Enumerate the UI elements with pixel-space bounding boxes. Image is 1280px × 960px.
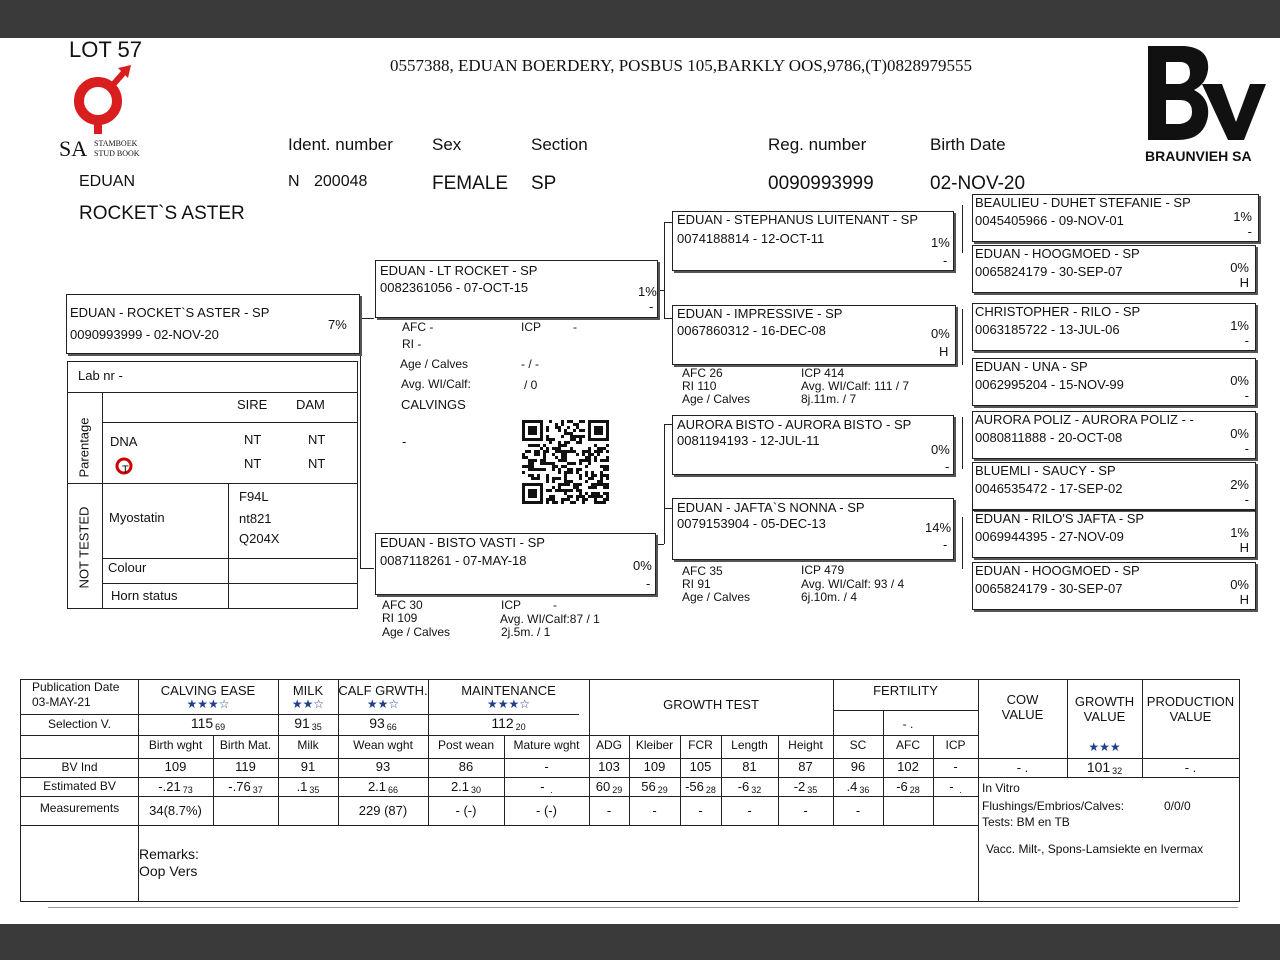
meas-label: Measurements bbox=[39, 801, 120, 815]
column-header: FCR bbox=[688, 738, 713, 752]
ebv-cell: -.76 $_{37}$ bbox=[228, 779, 263, 795]
not-tested-label: NOT TESTED bbox=[76, 506, 92, 589]
sel-fert: - . bbox=[902, 717, 914, 731]
bv-cell: 87 bbox=[798, 759, 813, 774]
gp-reg-date: 0079153904 - 05-DEC-13 bbox=[677, 516, 826, 531]
ebv-cell: 2.1 $_{30}$ bbox=[450, 779, 482, 795]
ebv-cell: - $_.$ bbox=[540, 779, 553, 795]
gd2-ri: RI 91 bbox=[682, 577, 711, 591]
measurement-cell: - bbox=[855, 803, 861, 818]
ggp-pct: 2% bbox=[1230, 477, 1249, 492]
animal-prefix: EDUAN bbox=[79, 173, 136, 190]
sa-line1: STAMBOEK bbox=[94, 139, 138, 148]
ggp-pct: 0% bbox=[1230, 260, 1249, 275]
svg-text:T: T bbox=[122, 464, 129, 476]
column-header: Birth wght bbox=[148, 738, 203, 752]
bv-cell: 96 bbox=[850, 759, 866, 774]
sex-value: FEMALE bbox=[432, 173, 509, 194]
measurement-cell: - bbox=[698, 803, 703, 818]
connector bbox=[360, 318, 374, 319]
ggp-reg-date: 0062995204 - 15-NOV-99 bbox=[975, 377, 1124, 392]
fertility-header: FERTILITY bbox=[873, 683, 938, 698]
ggp-reg-date: 0065824179 - 30-SEP-07 bbox=[975, 264, 1123, 279]
myo-2: nt821 bbox=[239, 511, 272, 526]
ggp-flag: - bbox=[1244, 333, 1249, 348]
dam-reg-date: 0087118261 - 07-MAY-18 bbox=[380, 553, 527, 568]
calf-growth-stars: ★★☆ bbox=[366, 697, 400, 711]
sel-milk: 91 $_{35}$ bbox=[294, 715, 322, 732]
ebv-cell: -6 $_{32}$ bbox=[737, 779, 762, 795]
vaccinations: Vacc. Milt-, Spons-Lamsiekte en Ivermax bbox=[986, 842, 1204, 856]
bv-cell: 119 bbox=[235, 759, 256, 774]
connector bbox=[664, 318, 672, 319]
measurement-cell: - bbox=[803, 803, 808, 818]
pub-date: 03-MAY-21 bbox=[32, 695, 91, 709]
column-header: Milk bbox=[297, 738, 319, 752]
myo-1: F94L bbox=[239, 489, 269, 504]
subject-name: EDUAN - ROCKET`S ASTER - SP bbox=[70, 305, 270, 320]
cow-value: - . bbox=[1016, 760, 1029, 775]
lot-number: LOT 57 bbox=[69, 37, 142, 62]
footer-rule bbox=[48, 907, 1238, 908]
pub-label: Publication Date bbox=[32, 680, 120, 694]
dam-col: DAM bbox=[296, 397, 325, 412]
growth-value: 101 $_{32}$ bbox=[1086, 759, 1123, 776]
granddam-2-card bbox=[672, 498, 954, 560]
milk-header: MILK bbox=[292, 683, 324, 698]
ebv-cell: .1 $_{35}$ bbox=[296, 779, 320, 795]
cow-value-header-2: VALUE bbox=[1001, 707, 1044, 722]
gp-reg-date: 0074188814 - 12-OCT-11 bbox=[677, 231, 825, 246]
braunvieh-text: BRAUNVIEH SA bbox=[1145, 148, 1252, 164]
ggp-name: AURORA POLIZ - AURORA POLIZ - - bbox=[975, 412, 1194, 427]
great-grandparent-card bbox=[972, 411, 1256, 459]
reg-number: 0090993999 bbox=[768, 173, 874, 194]
column-header: SC bbox=[849, 738, 867, 752]
dam-flag: - bbox=[646, 576, 651, 591]
column-header: Mature wght bbox=[513, 738, 580, 752]
parentage-label: Parentage bbox=[76, 417, 92, 478]
bv-cell: 102 bbox=[897, 759, 919, 774]
ggp-name: BLUEMLI - SAUCY - SP bbox=[975, 463, 1116, 478]
ebv-cell: -.21 $_{73}$ bbox=[158, 779, 193, 795]
dam-ri: RI 109 bbox=[382, 611, 418, 625]
growth-value-header-2: VALUE bbox=[1083, 709, 1126, 724]
gd2-age-label: Age / Calves bbox=[682, 590, 751, 604]
connector bbox=[658, 290, 664, 291]
sire-calvings-val: - bbox=[402, 434, 407, 449]
sel-ce: 115 $_{69}$ bbox=[190, 715, 226, 732]
column-header: Wean wght bbox=[353, 738, 413, 752]
gp-pct: 0% bbox=[931, 442, 950, 457]
bv-cell: 109 bbox=[164, 759, 187, 774]
sire-wi-label: Avg. WI/Calf: bbox=[401, 377, 471, 391]
flush-value: 0/0/0 bbox=[1164, 799, 1191, 813]
ebv-cell: 60 $_{29}$ bbox=[595, 779, 623, 795]
great-grandparent-card bbox=[972, 194, 1259, 242]
sire-wi: / 0 bbox=[524, 378, 538, 392]
bv-cell: 109 bbox=[643, 759, 666, 774]
colour-label: Colour bbox=[108, 560, 147, 575]
gd1-wi: Avg. WI/Calf: 111 / 7 bbox=[801, 379, 910, 393]
measurement-cell: 34(8.7%) bbox=[149, 803, 202, 818]
connector bbox=[664, 222, 672, 223]
ggp-flag: - bbox=[1244, 441, 1249, 456]
myo-3: Q204X bbox=[239, 531, 280, 546]
gp-name: EDUAN - STEPHANUS LUITENANT - SP bbox=[677, 212, 919, 227]
column-header: AFC bbox=[896, 738, 920, 752]
ebv-cell: - $_.$ bbox=[949, 779, 962, 795]
bv-cell: - bbox=[544, 759, 549, 774]
lab-panel bbox=[67, 361, 358, 609]
ident-label: Ident. number bbox=[288, 135, 393, 154]
connector bbox=[962, 517, 963, 569]
gp-reg-date: 0067860312 - 16-DEC-08 bbox=[677, 323, 826, 338]
dam-pct: 0% bbox=[633, 558, 652, 573]
top-bar bbox=[0, 0, 1280, 38]
ggp-reg-date: 0045405966 - 09-NOV-01 bbox=[975, 213, 1124, 228]
gp-pct: 14% bbox=[925, 520, 952, 535]
connector bbox=[360, 568, 374, 569]
gd1-age: 8j.11m. / 7 bbox=[801, 392, 857, 406]
measurement-cell: - bbox=[747, 803, 752, 818]
ggp-name: EDUAN - HOOGMOED - SP bbox=[975, 246, 1140, 261]
ggp-flag: H bbox=[1239, 592, 1249, 607]
ggp-name: BEAULIEU - DUHET STEFANIE - SP bbox=[975, 195, 1191, 210]
gp-flag: - bbox=[943, 537, 948, 552]
tests: Tests: BM en TB bbox=[982, 815, 1070, 829]
great-grandparent-card bbox=[972, 358, 1256, 406]
section-label: Section bbox=[531, 135, 588, 154]
cow-value-header: COW bbox=[1006, 692, 1039, 707]
horn-label: Horn status bbox=[111, 588, 178, 603]
great-grandparent-card bbox=[972, 510, 1256, 558]
ebv-cell: -6 $_{28}$ bbox=[896, 779, 920, 795]
gp-name: EDUAN - JAFTA`S NONNA - SP bbox=[677, 500, 865, 515]
sire-age: - / - bbox=[521, 357, 539, 371]
sire-col: SIRE bbox=[237, 397, 268, 412]
dna-label: DNA bbox=[110, 434, 138, 449]
bv-cell: 103 bbox=[598, 759, 620, 774]
dam-card bbox=[375, 533, 656, 595]
connector bbox=[962, 309, 963, 365]
growth-test-header: GROWTH TEST bbox=[663, 697, 759, 712]
in-vitro: In Vitro bbox=[982, 781, 1020, 795]
bottom-bar bbox=[0, 924, 1280, 960]
subject-card bbox=[66, 294, 360, 354]
great-grandparent-card bbox=[972, 462, 1256, 510]
ggp-reg-date: 0080811888 - 20-OCT-08 bbox=[975, 430, 1123, 445]
connector bbox=[658, 544, 664, 545]
ggp-pct: 0% bbox=[1230, 373, 1249, 388]
ggp-name: EDUAN - HOOGMOED - SP bbox=[975, 563, 1140, 578]
braunvieh-logo bbox=[1144, 44, 1268, 164]
measurement-cell: - bbox=[652, 803, 657, 818]
sel-cg: 93 $_{66}$ bbox=[369, 715, 397, 732]
sa-initials: SA bbox=[59, 136, 88, 161]
ggp-name: EDUAN - UNA - SP bbox=[975, 359, 1088, 374]
gd1-age-label: Age / Calves bbox=[682, 392, 751, 406]
column-header: Kleiber bbox=[635, 738, 674, 752]
ebv-cell: -56 $_{28}$ bbox=[685, 779, 716, 795]
ident-number: 200048 bbox=[314, 173, 368, 190]
column-header: Height bbox=[788, 738, 823, 752]
ggp-pct: 0% bbox=[1230, 577, 1249, 592]
sa-studbook-logo bbox=[58, 62, 154, 162]
sire-card bbox=[375, 260, 658, 318]
dam-afc: AFC 30 bbox=[382, 598, 423, 612]
birth-date: 02-NOV-20 bbox=[930, 173, 1026, 194]
birth-label: Birth Date bbox=[930, 135, 1006, 154]
production-value-header: PRODUCTION bbox=[1146, 694, 1235, 709]
bv-table bbox=[20, 679, 1240, 902]
growth-value-stars: ★★★ bbox=[1088, 740, 1121, 754]
production-value: - . bbox=[1184, 760, 1197, 775]
gd2-afc: AFC 35 bbox=[682, 564, 723, 578]
ggp-name: CHRISTOPHER - RILO - SP bbox=[975, 304, 1141, 319]
owner-line: 0557388, EDUAN BOERDERY, POSBUS 105,BARKLY OOS,9786,(T)0828979555 bbox=[390, 56, 973, 75]
gp-flag: - bbox=[943, 253, 948, 268]
bv-cell: 86 bbox=[458, 759, 474, 774]
bv-cell: 91 bbox=[300, 759, 316, 774]
ggp-flag: H bbox=[1239, 540, 1249, 555]
gd2-age: 6j.10m. / 4 bbox=[801, 590, 858, 604]
ebv-cell: 56 $_{29}$ bbox=[641, 779, 668, 795]
measurement-cell: - (-) bbox=[536, 803, 557, 818]
dam-age: 2j.5m. / 1 bbox=[501, 625, 551, 639]
gp-pct: 1% bbox=[931, 235, 950, 250]
great-grandparent-card bbox=[972, 303, 1256, 351]
gd2-icp: ICP 479 bbox=[801, 563, 845, 577]
sire-icp: - bbox=[573, 320, 577, 334]
great-grandparent-card bbox=[972, 245, 1256, 293]
dam-age-label: Age / Calves bbox=[382, 625, 451, 639]
gp-name: EDUAN - IMPRESSIVE - SP bbox=[677, 306, 843, 321]
ggp-flag: - bbox=[1247, 224, 1252, 239]
dam-wi: Avg. WI/Calf:87 / 1 bbox=[500, 612, 600, 626]
ebv-label: Estimated BV bbox=[43, 779, 116, 793]
subject-pct: 7% bbox=[328, 317, 347, 332]
grandsire-2-card bbox=[672, 415, 954, 475]
sire-afc: AFC - bbox=[402, 320, 434, 334]
growth-value-header: GROWTH bbox=[1074, 694, 1135, 709]
ebv-cell: 2.1 $_{66}$ bbox=[367, 779, 399, 795]
section-value: SP bbox=[531, 173, 557, 194]
selection-label: Selection V. bbox=[48, 717, 111, 731]
sa-line2: STUD BOOK bbox=[94, 149, 140, 158]
sire-age-label: Age / Calves bbox=[400, 357, 469, 371]
ggp-reg-date: 0063185722 - 13-JUL-06 bbox=[975, 322, 1120, 337]
calving-ease-stars: ★★★☆ bbox=[186, 697, 230, 711]
column-header: Length bbox=[731, 738, 768, 752]
myostatin-label: Myostatin bbox=[109, 510, 165, 525]
calf-growth-header: CALF GRWTH. bbox=[338, 683, 428, 698]
granddam-1-card bbox=[672, 305, 956, 365]
connector bbox=[664, 508, 672, 509]
remarks: Oop Vers bbox=[139, 863, 198, 879]
production-value-header-2: VALUE bbox=[1169, 709, 1212, 724]
sire-calvings: CALVINGS bbox=[401, 397, 466, 412]
measurement-cell: - (-) bbox=[455, 803, 477, 818]
ggp-pct: 1% bbox=[1230, 525, 1249, 540]
bv-cell: 105 bbox=[689, 759, 712, 774]
ggp-pct: 1% bbox=[1230, 318, 1249, 333]
bv-label: BV Ind bbox=[61, 760, 98, 774]
ggp-flag: - bbox=[1244, 492, 1249, 507]
calving-ease-header: CALVING EASE bbox=[160, 683, 256, 698]
remarks-label: Remarks: bbox=[139, 846, 199, 862]
dna-dam: NT bbox=[308, 432, 326, 447]
ggp-flag: - bbox=[1244, 388, 1249, 403]
qr-code bbox=[522, 420, 610, 504]
ggp-reg-date: 0046535472 - 17-SEP-02 bbox=[975, 481, 1123, 496]
dam-icp: - bbox=[553, 598, 557, 612]
ggp-name: EDUAN - RILO'S JAFTA - SP bbox=[975, 511, 1145, 526]
dam-name: EDUAN - BISTO VASTI - SP bbox=[380, 535, 545, 550]
sex-label: Sex bbox=[432, 135, 462, 154]
sire-icp-label: ICP bbox=[521, 320, 542, 334]
gt-icon bbox=[114, 456, 136, 476]
dam-icp-label: ICP bbox=[501, 598, 522, 612]
milk-stars: ★★☆ bbox=[291, 697, 325, 711]
column-header: ADG bbox=[595, 738, 622, 752]
ebv-cell: -2 $_{35}$ bbox=[793, 779, 818, 795]
gp-pct: 0% bbox=[931, 326, 950, 341]
sire-name: EDUAN - LT ROCKET - SP bbox=[380, 263, 538, 278]
ident-prefix: N bbox=[288, 173, 300, 190]
column-header: Post wean bbox=[437, 738, 495, 752]
gd1-icp: ICP 414 bbox=[801, 366, 845, 380]
gd1-afc: AFC 26 bbox=[682, 366, 723, 380]
dna-sire: NT bbox=[244, 432, 262, 447]
bv-cell: - bbox=[953, 759, 958, 774]
reg-label: Reg. number bbox=[768, 135, 867, 154]
ggp-pct: 0% bbox=[1230, 426, 1249, 441]
measurement-cell: 229 (87) bbox=[358, 803, 408, 818]
gp-flag: H bbox=[939, 344, 949, 359]
gd1-ri: RI 110 bbox=[682, 379, 717, 393]
subject-reg-date: 0090993999 - 02-NOV-20 bbox=[70, 327, 219, 342]
sire-reg-date: 0082361056 - 07-OCT-15 bbox=[380, 280, 529, 295]
ggp-reg-date: 0065824179 - 30-SEP-07 bbox=[975, 581, 1123, 596]
connector bbox=[664, 424, 665, 544]
maintenance-header: MAINTENANCE bbox=[461, 683, 556, 698]
sire-ri: RI - bbox=[402, 337, 422, 351]
gt-dam: NT bbox=[308, 456, 326, 471]
grandsire-1-card bbox=[672, 211, 954, 271]
measurement-cell: - bbox=[606, 803, 612, 818]
gt-sire: NT bbox=[244, 456, 262, 471]
connector bbox=[962, 417, 963, 469]
ggp-flag: H bbox=[1239, 275, 1249, 290]
column-header: Birth Mat. bbox=[219, 738, 272, 752]
maintenance-stars: ★★★☆ bbox=[486, 697, 531, 711]
connector bbox=[360, 318, 361, 568]
gp-name: AURORA BISTO - AURORA BISTO - SP bbox=[677, 417, 912, 432]
lab-nr: Lab nr - bbox=[78, 368, 123, 383]
ebv-cell: .4 $_{36}$ bbox=[846, 779, 870, 795]
sire-flag: - bbox=[649, 299, 654, 314]
flush-label: Flushings/Embrios/Calves: bbox=[982, 799, 1125, 813]
bv-cell: 81 bbox=[742, 759, 757, 774]
great-grandparent-card bbox=[972, 562, 1256, 610]
connector bbox=[664, 424, 672, 425]
sire-pct: 1% bbox=[638, 284, 657, 299]
gd2-wi: Avg. WI/Calf: 93 / 4 bbox=[801, 577, 905, 591]
column-header: ICP bbox=[945, 738, 966, 752]
gp-reg-date: 0081194193 - 12-JUL-11 bbox=[677, 433, 820, 448]
ggp-reg-date: 0069944395 - 27-NOV-09 bbox=[975, 529, 1124, 544]
gp-flag: - bbox=[945, 459, 950, 474]
connector bbox=[664, 222, 665, 318]
ggp-pct: 1% bbox=[1233, 209, 1252, 224]
connector bbox=[962, 205, 963, 253]
animal-name: ROCKET`S ASTER bbox=[79, 203, 245, 224]
sel-mt: 112 $_{20}$ bbox=[491, 715, 526, 732]
bv-cell: 93 bbox=[375, 759, 391, 774]
